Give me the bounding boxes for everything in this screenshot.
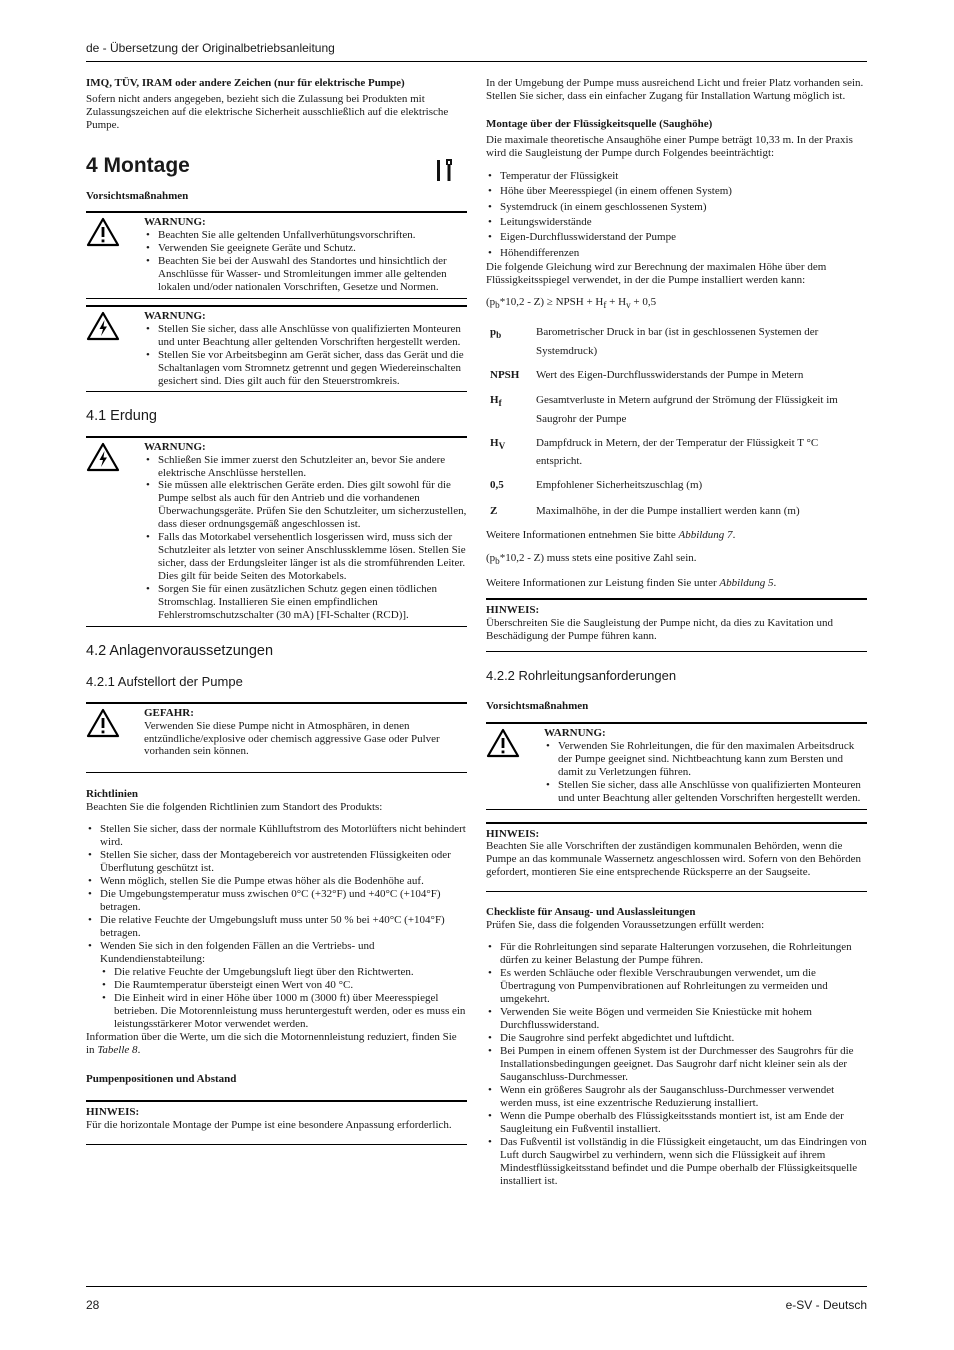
hint-title: HINWEIS: — [86, 1105, 140, 1118]
right-column — [486, 77, 867, 1188]
tools-icon — [435, 158, 453, 186]
warning-box-grounding — [86, 436, 467, 628]
list-item: • Höhe über Meeresspiegel (in einem offenen System) — [486, 184, 867, 199]
list-item: • Die Umgebungstemperatur muss zwischen 0°C (+32°F) und +40°C (+104°F) betragen. — [86, 888, 467, 914]
header-rule — [86, 61, 867, 62]
list-item: • Höhendifferenzen — [486, 246, 867, 261]
page-number: 28 — [86, 1298, 100, 1312]
table-row: $p_b$ Barometrischer Druck in bar (ist in geschlossenen Systemen der Systemdruck) — [490, 326, 819, 357]
danger-text: Verwenden Sie diese Pumpe nicht in Atmosphären, in denen entzündliche/explosive oder chemisch aggressive Gase oder Pulver vorhanden sein können. — [144, 719, 440, 758]
table-row: 0,5 Empfohlener Sicherheitszuschlag (m) — [490, 479, 703, 492]
list-item: • Stellen Sie sicher, dass der normale Kühlluftstrom des Motorlüfters nicht behindert wird. — [86, 823, 467, 849]
checklist-list — [486, 941, 867, 1187]
chapter-heading-row — [86, 154, 467, 182]
checklist-intro: Prüfen Sie, dass die folgenden Voraussetzungen erfüllt werden: — [486, 919, 765, 932]
section-4-1-title: 4.1 Erdung — [86, 408, 157, 425]
danger-box — [86, 702, 467, 774]
list-item: • Eigen-Durchflusswiderstand der Pumpe — [486, 230, 867, 245]
list-item: • Die Raumtemperatur übersteigt einen Wert von 40 °C. — [100, 979, 467, 992]
list-item: • Die relative Feuchte der Umgebungsluft muss unter 50 % bei +40°C (+104°F) betragen. — [86, 914, 467, 940]
hint-box-authorities — [486, 822, 867, 893]
section-4-2-title: 4.2 Anlagenvoraussetzungen — [86, 643, 274, 660]
more-info-1: Weitere Informationen entnehmen Sie bitte Abbildung 7. — [486, 528, 736, 541]
warning-list — [144, 454, 467, 623]
hint-box-horizontal — [86, 1100, 467, 1145]
list-item: • Wenn möglich, stellen Sie die Pumpe etwas höher als die Bodenhöhe auf. — [86, 875, 467, 888]
warning-title: WARNUNG: — [144, 215, 206, 228]
table-row: Z Maximalhöhe, in der die Pumpe installiert werden kann (m) — [490, 504, 800, 517]
warning-triangle-icon — [86, 704, 144, 767]
figure-ref-link[interactable]: Abbildung 7 — [678, 528, 733, 541]
list-item: • Wenden Sie sich in den folgenden Fällen an die Vertriebs- und Kundendienstabteilung: — [86, 940, 467, 966]
list-item: • Schließen Sie immer zuerst den Schutzleiter an, bevor Sie andere elektrische Anschlüsse herstellen. — [144, 454, 467, 480]
guidelines-sublist — [100, 966, 467, 1031]
list-item: • Wenn die Pumpe oberhalb des Flüssigkeitsstands montiert ist, ist am Ende der Saugleitung ein Fußventil installiert. — [486, 1110, 867, 1136]
hint-title: HINWEIS: — [486, 604, 540, 617]
warning-box-piping — [486, 722, 867, 810]
positions-title: Pumpenpositionen und Abstand — [86, 1072, 237, 1085]
table-row: $H_f$ Gesamtverluste in Metern aufgrund der Strömung der Flüssigkeit im Saugrohr der Pumpe — [490, 394, 838, 425]
hint-text: Für die horizontale Montage der Pumpe ist eine besondere Anpassung erforderlich. — [86, 1118, 452, 1131]
suction-list — [486, 169, 867, 261]
electric-hazard-icon — [86, 438, 144, 627]
section-4-2-1-title: 4.2.1 Aufstellort der Pumpe — [86, 674, 243, 690]
document-name: e-SV - Deutsch — [785, 1298, 867, 1312]
hint-text: Beachten Sie alle Vorschriften der zuständigen kommunalen Behörden, wenn die Pumpe an das kommunale Wassernetz angeschlossen wird. Sofern von den Behörden gefordert, montieren Sie eine entsprechende Rücksperre an der Saugseite. — [486, 840, 861, 879]
danger-title: GEFAHR: — [144, 706, 194, 719]
guidelines-title: Richtlinien — [86, 788, 138, 801]
table-row: $H_V$ Dampfdruck in Metern, der der Temperatur der Flüssigkeit T °C entspricht. — [490, 436, 819, 468]
warning-box-electrical — [86, 305, 467, 393]
list-item: • Verwenden Sie geeignete Geräte und Schutz. — [144, 242, 467, 255]
list-item: • Verwenden Sie weite Bögen und vermeiden Sie Kniestücke mit hohem Durchflusswiderstand. — [486, 1006, 867, 1032]
list-item: • Beachten Sie bei der Auswahl des Standortes und hinsichtlich der Anschlüsse für Wasser- und Stromleitungen immer alle geltenden lokalen und/oder nationalen Vorschriften, Gesetze und Normen. — [144, 255, 467, 294]
equation: $(p_b*10,2 - Z)$ ≥ NPSH + $H_f + H_v + 0,5$ — [486, 296, 657, 311]
more-info-2: Weitere Informationen zur Leistung finden Sie unter Abbildung 5. — [486, 576, 777, 589]
suction-title: Montage über der Flüssigkeitsquelle (Saughöhe) — [486, 117, 713, 130]
table-row: NPSH Wert des Eigen-Durchflusswiderstands der Pumpe in Metern — [490, 368, 804, 381]
footer-rule — [86, 1286, 867, 1287]
list-item: • Für die Rohrleitungen sind separate Halterungen vorzusehen, die Rohrleitungen dürfen zu keiner Belastung der Pumpe führen. — [486, 941, 867, 967]
hint-box-suction — [486, 598, 867, 652]
table-ref-link[interactable]: Tabelle 8 — [97, 1043, 138, 1056]
precautions-title: Vorsichtsmaßnahmen — [86, 189, 189, 202]
list-item: • Die relative Feuchte der Umgebungsluft liegt über den Richtwerten. — [100, 966, 467, 979]
list-item: • Stellen Sie sicher, dass der Montagebereich vor austretenden Flüssigkeiten oder Überflutung geschützt ist. — [86, 849, 467, 875]
warning-title: WARNUNG: — [144, 440, 206, 453]
environment-text: In der Umgebung der Pumpe muss ausreichend Licht und freier Platz vorhanden sein. Stellen Sie sicher, dass ein einfacher Zugang für Installation Wartung möglich ist. — [486, 77, 864, 102]
list-item: • Leitungswiderstände — [486, 215, 867, 230]
warning-list — [544, 740, 867, 805]
warning-title: WARNUNG: — [144, 309, 206, 322]
warning-triangle-icon — [86, 213, 144, 298]
list-item: • Die Einheit wird in einer Höhe über 1000 m (3000 ft) über Meeresspiegel betrieben. Die Motorennleistung muss heruntergestuft werden, oder es muss ein leistungsstärkerer Motor verwendet werden. — [100, 992, 467, 1031]
list-item: • Bei Pumpen in einem offenen System ist der Durchmesser des Saugrohrs für die Installationsbedingungen geeignet. Das Saugrohr darf nicht kleiner sein als der Sauganschluss-Durchmesser. — [486, 1045, 867, 1084]
list-item: • Beachten Sie alle geltenden Unfallverhütungsvorschriften. — [144, 229, 467, 242]
hint-text: Überschreiten Sie die Saugleistung der Pumpe nicht, da dies zu Kavitation und Beschädigung der Pumpe führen kann. — [486, 617, 834, 643]
list-item: • Wenn ein größeres Saugrohr als der Sauganschluss-Durchmesser verwendet werden muss, ist eine exzentrische Reduzierung installiert. — [486, 1084, 867, 1110]
info-text: Information über die Werte, um die sich die Motornennleistung reduziert, finden Sie in Tabelle 8. — [86, 1030, 457, 1056]
equation-intro: Die folgende Gleichung wird zur Berechnung der maximalen Höhe über dem Flüssigkeitsspiegel verwendet, in der die Pumpe installiert werden kann: — [486, 261, 827, 287]
list-item: • Verwenden Sie Rohrleitungen, die für den maximalen Arbeitsdruck der Pumpe geeignet sind. Nichtbeachtung kann zum Bersten und damit zu Verletzungen führen. — [544, 740, 867, 779]
list-item: • Stellen Sie sicher, dass alle Anschlüsse von qualifizierten Monteuren und unter Beachtung aller geltenden Vorschriften hergestellt werden. — [544, 779, 867, 805]
positive-note: $(p_b*10,2 - Z)$ muss stets eine positive Zahl sein. — [486, 551, 697, 566]
symbol-table — [486, 320, 867, 524]
warning-list — [144, 323, 467, 388]
warning-box-general — [86, 211, 467, 299]
checklist-title: Checkliste für Ansaug- und Auslassleitungen — [486, 906, 696, 919]
list-item: • Falls das Motorkabel versehentlich losgerissen wird, muss sich der Schutzleiter als letzter von seiner Anschlussklemme lösen. Stellen Sie sicher, dass der Erdungsleiter länger ist als die stromführenden Leiter. Dies gilt für beide Seiten des Motorkabels. — [144, 531, 467, 583]
warning-triangle-icon — [486, 724, 544, 809]
guidelines-list — [86, 823, 467, 966]
warning-list — [144, 229, 467, 294]
precautions-title: Vorsichtsmaßnahmen — [486, 699, 589, 712]
chapter-title: 4 Montage — [86, 153, 190, 177]
section-4-2-2-title: 4.2.2 Rohrleitungsanforderungen — [486, 668, 677, 684]
left-column — [86, 77, 467, 1145]
imq-text: Sofern nicht anders angegeben, bezieht sich die Zulassung bei Produkten mit Zulassungszeichen auf die elektrische Sicherheit ausschließlich auf die elektrische Pumpe. — [86, 92, 449, 131]
list-item: • Sie müssen alle elektrischen Geräte erden. Dies gilt sowohl für die Pumpe selbst als auch für den Antrieb und die vorhandenen Überwachungsgeräte. Prüfen Sie den Schutzleiter, um sicherzustellen, dass dieser ordnungsgemäß angeschlossen ist. — [144, 479, 467, 531]
imq-title: IMQ, TÜV, IRAM oder andere Zeichen (nur für elektrische Pumpe) — [86, 77, 405, 89]
page-header: de - Übersetzung der Originalbetriebsanleitung — [86, 41, 335, 55]
list-item: • Es werden Schläuche oder flexible Verschraubungen verwendet, um die Übertragung von Pumpenvibrationen auf Rohrleitungen zu vermeiden und umgekehrt. — [486, 967, 867, 1006]
list-item: • Die Saugrohre sind perfekt abgedichtet und luftdicht. — [486, 1032, 867, 1045]
suction-text: Die maximale theoretische Ansaughöhe einer Pumpe beträgt 10,33 m. In der Praxis wird die Saugleistung der Pumpe durch Folgendes beeinträchtigt: — [486, 133, 853, 159]
list-item: • Systemdruck (in einem geschlossenen System) — [486, 200, 867, 215]
list-item: • Das Fußventil ist vollständig in die Flüssigkeit eingetaucht, um das Eindringen von Luft durch Saugwirbel zu verhindern, wenn sich die Flüssigkeit auf ihrem Mindestflüssigkeitsstand befindet und die Pumpe oberhalb der Flüssigkeitsquelle installiert ist. — [486, 1136, 867, 1188]
hint-title: HINWEIS: — [486, 827, 540, 840]
list-item: • Temperatur der Flüssigkeit — [486, 169, 867, 184]
guidelines-intro: Beachten Sie die folgenden Richtlinien zum Standort des Produkts: — [86, 801, 383, 814]
list-item: • Stellen Sie sicher, dass alle Anschlüsse von qualifizierten Monteuren und unter Beachtung aller geltenden Vorschriften hergestellt werden. — [144, 323, 467, 349]
list-item: • Stellen Sie vor Arbeitsbeginn am Gerät sicher, dass das Gerät und die Schaltanlagen vom Stromnetz getrennt und gegen Wiedereinschalten gesichert sind. Dies gilt auch für den Steuerstromkreis. — [144, 349, 467, 388]
electric-hazard-icon — [86, 307, 144, 392]
list-item: • Sorgen Sie für einen zusätzlichen Schutz gegen einen tödlichen Stromschlag. Installieren Sie einen empfindlichen Fehlerstromschutzschalter (30 mA) [FI-Schalter (RCD)]. — [144, 583, 467, 622]
figure-ref-link[interactable]: Abbildung 5 — [719, 576, 774, 589]
warning-title: WARNUNG: — [544, 726, 606, 739]
